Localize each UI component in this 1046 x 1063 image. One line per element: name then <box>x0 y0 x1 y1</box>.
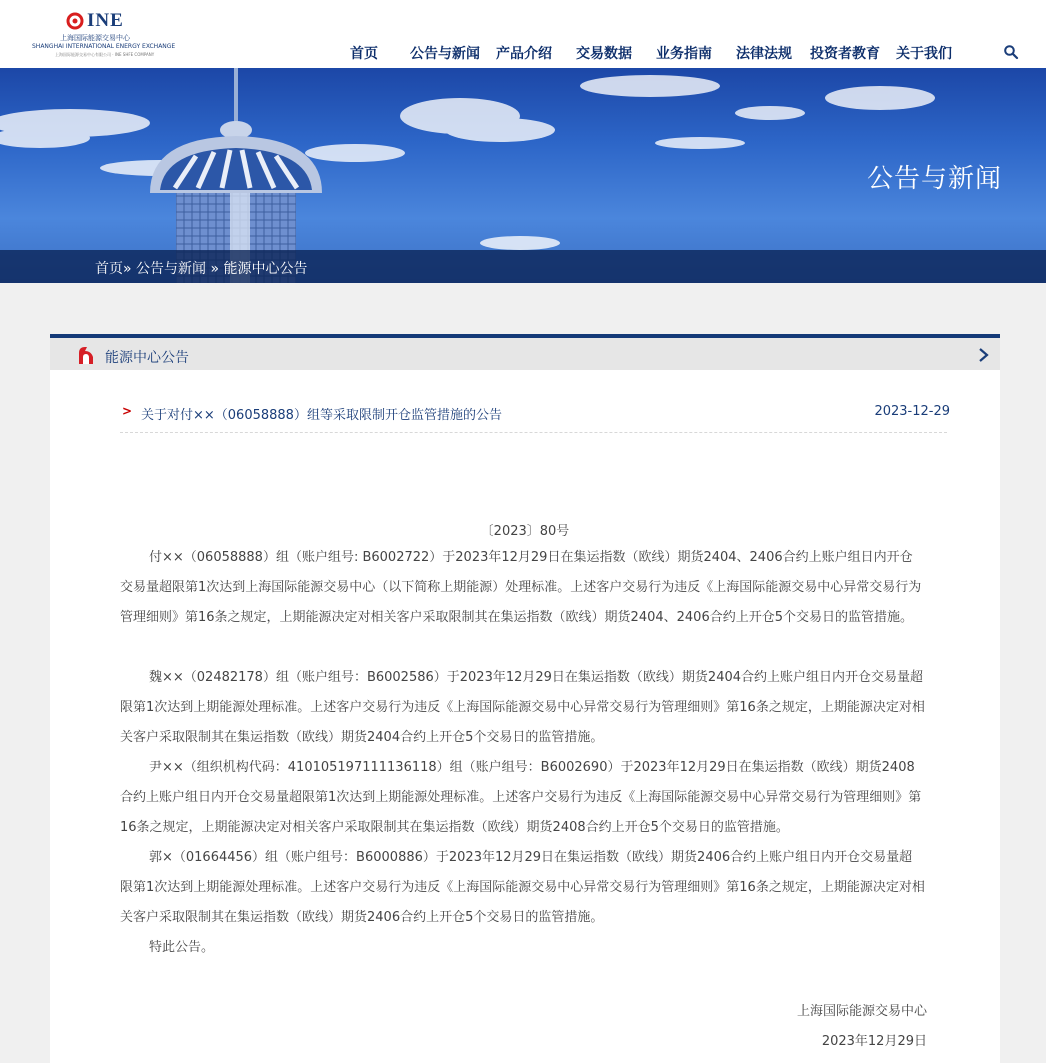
logo-text: INE <box>87 10 124 31</box>
news-date: 2023-12-29 <box>874 404 950 419</box>
main-nav <box>0 43 1046 63</box>
nav-item-home[interactable]: 首页 <box>350 46 378 62</box>
nav-item-laws[interactable]: 法律法规 <box>736 46 792 62</box>
announcement-panel <box>50 334 1000 1063</box>
logo-en-name: SHANGHAI INTERNATIONAL ENERGY EXCHANGE <box>32 43 176 50</box>
nav-item-trading-data[interactable]: 交易数据 <box>576 46 632 62</box>
panel-title: 能源中心公告 <box>105 350 189 366</box>
breadcrumb-section[interactable]: 公告与新闻 <box>136 261 207 277</box>
banner-title: 公告与新闻 <box>866 164 1002 194</box>
article-paragraph: 魏××（02482178）组（账户组号：B6002586）于2023年12月29日在集运指数（欧线）期货2404合约上账户组日内开仓交易量超限第1次达到上期能源处理标准。上述客户交易行为违反《上海国际能源交易中心异常交易行为管理细则》第16条之规定，上期能源决定对相关客户采取限制其在集运指数（欧线）期货2404合约上开仓5个交易日的监管措施。 <box>120 670 925 745</box>
site-header <box>0 0 1046 68</box>
breadcrumb-home[interactable]: 首页 <box>95 261 123 277</box>
breadcrumb-separator: » <box>206 261 224 277</box>
logo-subtitle: 上海国际能源交易中心有限公司 · INE SHFE COMPANY <box>55 52 155 57</box>
breadcrumb <box>95 258 307 278</box>
nav-item-business-guide[interactable]: 业务指南 <box>656 46 712 62</box>
nav-item-news[interactable]: 公告与新闻 <box>410 46 480 62</box>
panel-header <box>50 338 1000 370</box>
article-paragraph: 尹××（组织机构代码：410105197111136118）组（账户组号：B6002690）于2023年12月29日在集运指数（欧线）期货2408合约上账户组日内开仓交易量超限第1次达到上期能源处理标准。上述客户交易行为违反《上海国际能源交易中心异常交易行为管理细则》第16条之规定，上期能源决定对相关客户采取限制其在集运指数（欧线）期货2408合约上开仓5个交易日的监管措施。 <box>120 760 922 835</box>
signature-org: 上海国际能源交易中心 <box>796 1004 927 1019</box>
ine-logo-mark-icon <box>66 12 84 30</box>
list-bullet-icon: > <box>122 404 133 418</box>
news-title-link[interactable]: 关于对付××（06058888）组等采取限制开仓监管措施的公告 <box>141 408 502 423</box>
breadcrumb-current[interactable]: 能源中心公告 <box>223 261 308 277</box>
signature-date: 2023年12月29日 <box>821 1034 927 1049</box>
article-paragraph: 郭×（01664456）组（账户组号：B6000886）于2023年12月29日在集运指数（欧线）期货2406合约上账户组日内开仓交易量超限第1次达到上期能源处理标准。上述客户交易行为违反《上海国际能源交易中心异常交易行为管理细则》第16条之规定，上期能源决定对相关客户采取限制其在集运指数（欧线）期货2406合约上开仓5个交易日的监管措施。 <box>120 850 925 925</box>
document-number: 〔2023〕80号 <box>480 524 570 539</box>
breadcrumb-separator: » <box>123 261 137 277</box>
announcement-flame-icon <box>76 345 96 365</box>
nav-item-products[interactable]: 产品介绍 <box>496 46 552 62</box>
article-paragraph: 付××（06058888）组（账户组号: B6002722）于2023年12月29日在集运指数（欧线）期货2404、2406合约上账户组日内开仓交易量超限第1次达到上海国际能源交易中心（以下简称上期能源）处理标准。上述客户交易行为违反《上海国际能源交易中心异常交易行为管理细则》第16条之规定，上期能源决定对相关客户采取限制其在集运指数（欧线）期货2404、2406合约上开仓5个交易日的监管措施。 <box>120 550 922 625</box>
divider <box>120 432 947 433</box>
search-icon[interactable] <box>1003 44 1019 60</box>
nav-item-about[interactable]: 关于我们 <box>896 46 952 62</box>
nav-item-investor-education[interactable]: 投资者教育 <box>810 46 880 62</box>
news-list-item[interactable] <box>120 404 950 426</box>
logo-cn-name: 上海国际能源交易中心 <box>60 34 130 42</box>
article-paragraph: 特此公告。 <box>149 940 215 955</box>
chevron-right-icon[interactable] <box>976 347 990 363</box>
